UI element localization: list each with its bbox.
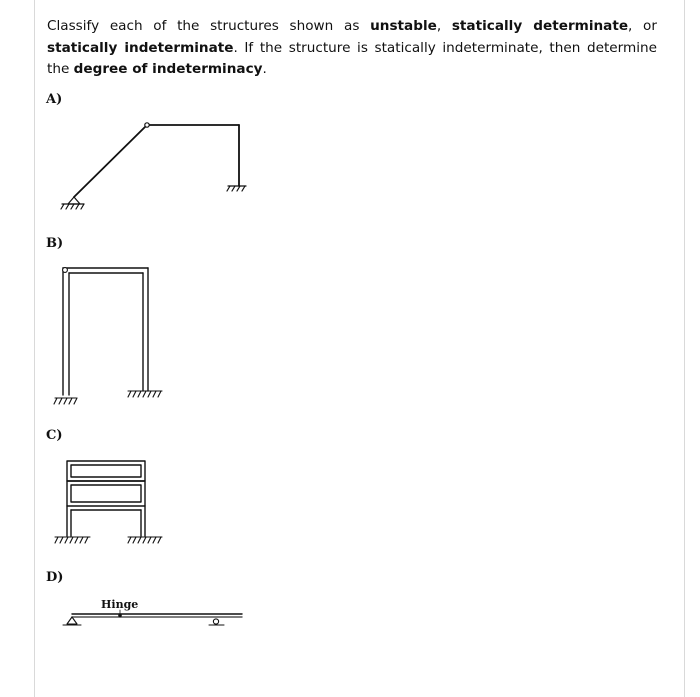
- structure-d-hinge-label: Hinge: [101, 598, 139, 611]
- term-statically-determinate: statically determinate: [451, 18, 629, 34]
- structure-b-left-support-icon: [54, 398, 77, 404]
- structure-d-roller-support-icon: [209, 619, 224, 625]
- structure-b: [54, 268, 162, 404]
- structure-a-pin-support-icon: [61, 197, 84, 209]
- part-a-label: A): [46, 92, 63, 107]
- part-c-label: C): [46, 428, 63, 443]
- term-degree-of-indeterminacy: degree of indeterminacy: [73, 61, 263, 77]
- part-b-label: B): [46, 236, 64, 251]
- structure-a-fixed-support-icon: [227, 186, 246, 191]
- structure-a: [61, 123, 246, 209]
- term-statically-indeterminate: statically indeterminate: [47, 39, 234, 56]
- structure-c-right-support-icon: [128, 537, 162, 543]
- term-unstable: unstable: [370, 18, 437, 34]
- structure-d-pin-support-icon: [63, 617, 81, 625]
- structure-b-right-support-icon: [128, 391, 162, 397]
- structure-c-left-support-icon: [55, 537, 90, 543]
- structure-a-hinge-icon: [145, 123, 149, 127]
- structure-c-middle-panel-inner: [71, 485, 141, 502]
- structure-a-inclined-member: [74, 125, 147, 197]
- question-text: Classify each of the structures shown as unstable, statically determinate, or statically indeterminate. If the structure is statically indeterminate, then determine the degree of indeterminacy.: [47, 18, 657, 77]
- structure-c-upper-panel-outer: [67, 461, 145, 481]
- structure-c: [55, 461, 162, 543]
- structure-b-hinge-icon: [63, 268, 68, 273]
- structure-d: [63, 610, 242, 625]
- structure-c-upper-panel-inner: [71, 465, 141, 477]
- part-d-label: D): [46, 570, 64, 585]
